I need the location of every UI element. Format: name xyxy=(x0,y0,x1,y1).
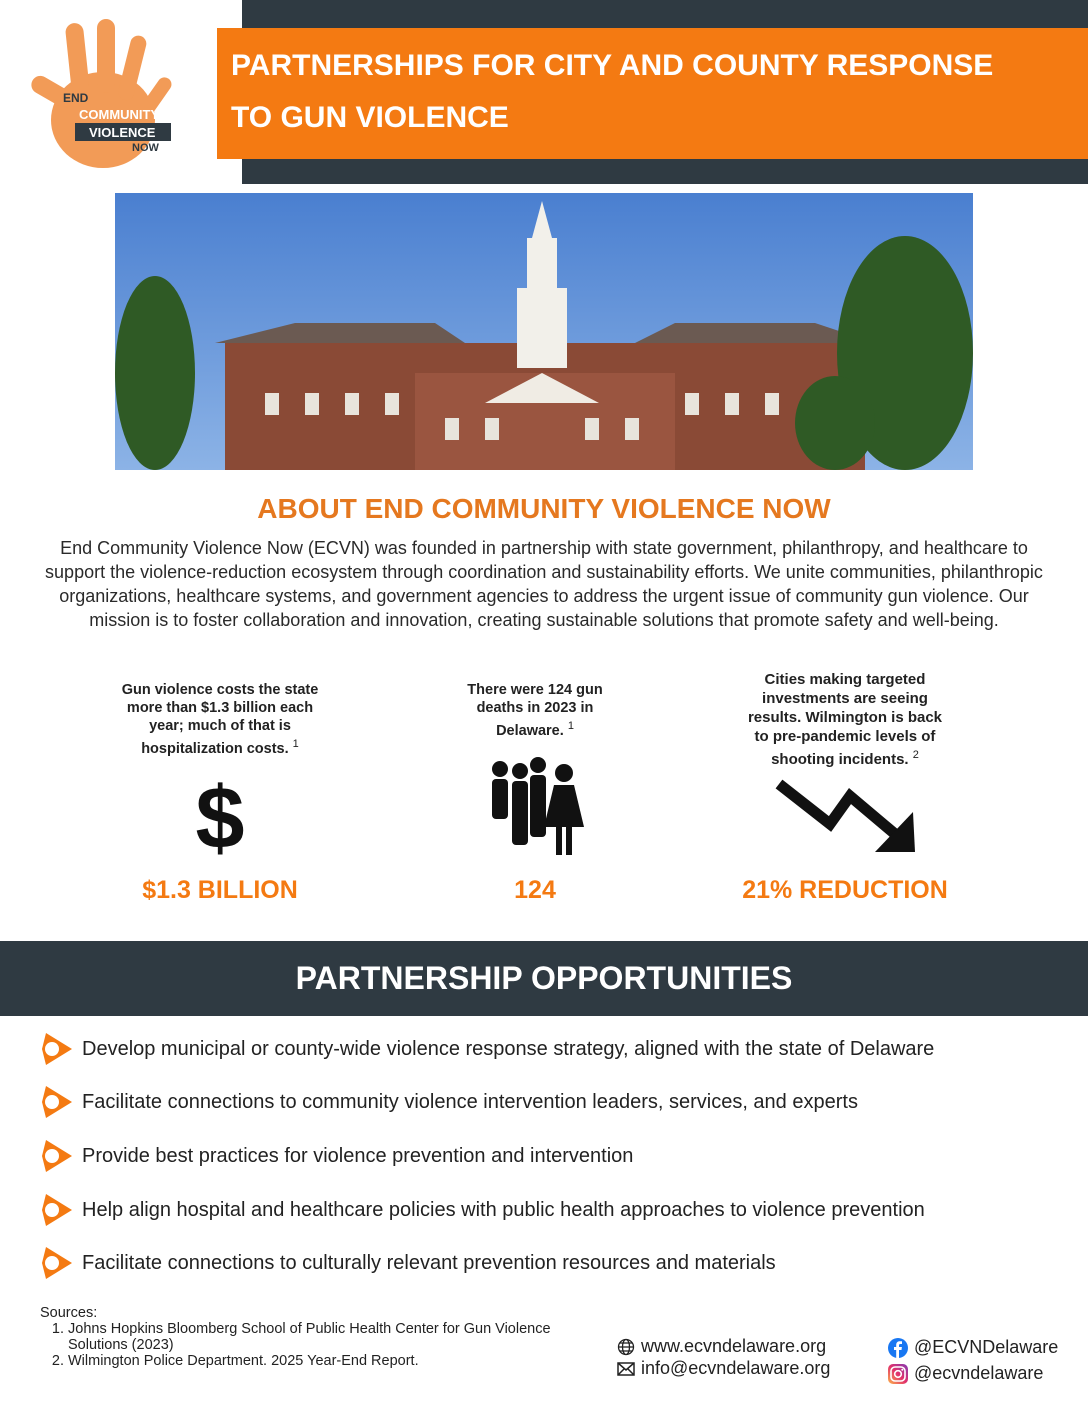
stat-cost xyxy=(110,681,330,911)
dollar-icon: $ xyxy=(195,768,245,867)
stat-caption: There were 124 gun deaths in 2023 in Delaware. xyxy=(467,682,603,739)
stat-value: 124 xyxy=(514,876,556,904)
stat-caption: Cities making targeted investments are seeing results. Wilmington is back to pre-pandemic levels of shooting incidents. xyxy=(747,671,943,768)
orange-arrow-bullet-icon xyxy=(38,1192,74,1228)
opportunity-item xyxy=(38,1245,1058,1281)
title-line-1: PARTNERSHIPS FOR CITY AND COUNTY RESPONSE xyxy=(231,49,994,82)
opportunity-text: Facilitate connections to community violence intervention leaders, services, and experts xyxy=(82,1090,858,1113)
sources xyxy=(40,1305,610,1369)
hand-icon xyxy=(25,15,185,175)
opportunity-text: Help align hospital and healthcare policies with public health approaches to violence prevention xyxy=(82,1198,925,1221)
sources-label: Sources: xyxy=(40,1305,98,1321)
about-heading: ABOUT END COMMUNITY VIOLENCE NOW xyxy=(257,493,831,524)
about-body: End Community Violence Now (ECVN) was founded in partnership with state government, philanthropy, and healthcare to support the violence-reduction ecosystem through coordination and sustainability efforts. We unite communities, philanthropic organizations, healthcare systems, and government agencies to address the urgent issue of community gun violence. Our mission is to foster collaboration and innovation, creating sustainable solutions that promote safety and well-being. xyxy=(45,538,1043,630)
source-item: 2. Wilmington Police Department. 2025 Year-End Report. xyxy=(68,1353,610,1369)
footnote-ref: 1 xyxy=(567,720,574,732)
logo-text-community: COMMUNITY xyxy=(79,107,160,122)
logo-text-end: END xyxy=(63,91,89,105)
title-line-2: TO GUN VIOLENCE xyxy=(231,101,509,134)
opportunity-item xyxy=(38,1138,1058,1174)
stat-value: $1.3 BILLION xyxy=(142,876,298,904)
stat-caption: Gun violence costs the state more than $1.3 billion each year; much of that is hospitalization costs. xyxy=(121,682,319,757)
facebook-link[interactable] xyxy=(888,1337,1058,1358)
globe-icon xyxy=(617,1338,635,1356)
orange-arrow-bullet-icon xyxy=(38,1084,74,1120)
website-text[interactable]: www.ecvndelaware.org xyxy=(641,1336,827,1356)
partnership-heading xyxy=(0,941,1088,1016)
orange-arrow-bullet-icon xyxy=(38,1138,74,1174)
ecvn-logo xyxy=(25,15,185,175)
opportunity-item xyxy=(38,1084,1058,1120)
opportunity-text: Provide best practices for violence prevention and intervention xyxy=(82,1144,634,1167)
source-item: 1. Johns Hopkins Bloomberg School of Public Health Center for Gun Violence Solutions (2023) xyxy=(68,1321,610,1353)
stat-reduction xyxy=(710,670,980,910)
email-link[interactable] xyxy=(617,1358,830,1379)
facebook-handle[interactable]: @ECVNDelaware xyxy=(914,1337,1059,1357)
legislative-hall-photo xyxy=(115,193,973,470)
stat-deaths xyxy=(450,681,620,911)
orange-arrow-bullet-icon xyxy=(38,1031,74,1067)
opportunity-item xyxy=(38,1192,1058,1228)
trend-down-icon xyxy=(775,778,920,856)
footnote-ref: 1 xyxy=(292,738,299,750)
page-title xyxy=(217,28,1088,159)
orange-arrow-bullet-icon xyxy=(38,1245,74,1281)
people-icon xyxy=(480,757,590,857)
mail-icon xyxy=(617,1362,635,1376)
email-text[interactable]: info@ecvndelaware.org xyxy=(641,1358,831,1378)
footnote-ref: 2 xyxy=(912,749,919,761)
website-link[interactable] xyxy=(617,1336,826,1357)
instagram-icon xyxy=(888,1364,908,1384)
opportunity-text: Facilitate connections to culturally relevant prevention resources and materials xyxy=(82,1251,776,1274)
instagram-handle[interactable]: @ecvndelaware xyxy=(914,1363,1044,1383)
opportunity-text: Develop municipal or county-wide violence response strategy, aligned with the state of Delaware xyxy=(82,1037,935,1060)
opportunity-item xyxy=(38,1031,1058,1067)
logo-text-violence: VIOLENCE xyxy=(89,125,156,140)
stat-value: 21% REDUCTION xyxy=(742,876,948,904)
partnership-heading-text: PARTNERSHIP OPPORTUNITIES xyxy=(295,960,793,996)
logo-text-now: NOW xyxy=(132,142,159,154)
instagram-link[interactable] xyxy=(888,1363,1043,1384)
facebook-icon xyxy=(888,1338,908,1358)
